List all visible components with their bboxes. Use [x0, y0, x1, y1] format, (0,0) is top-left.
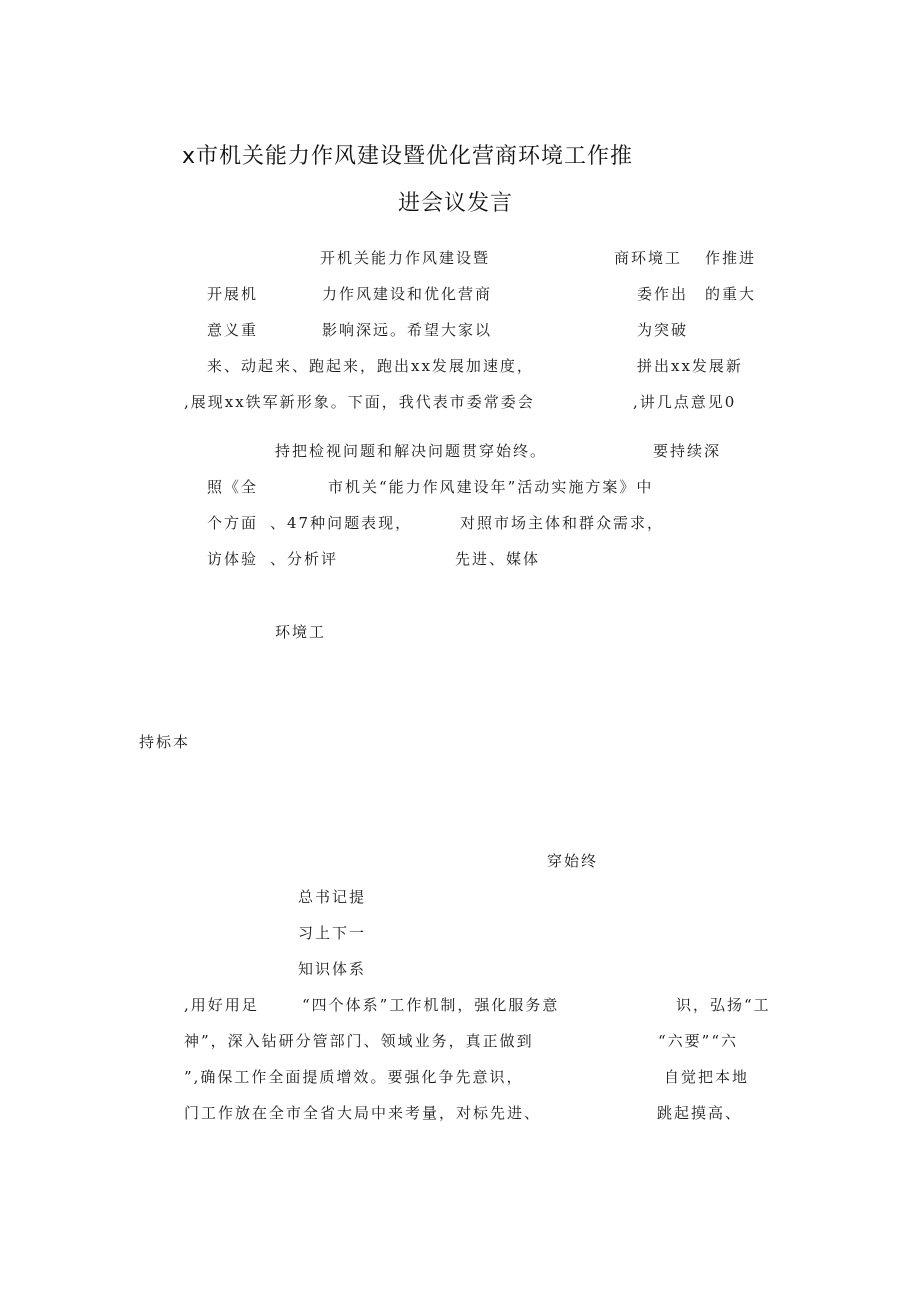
p4-line4-b: 跳起摸高、	[657, 1104, 743, 1122]
p1-line2-d: 的重大	[705, 285, 757, 303]
p2-line1-a: 持把检视问题和解决问题贯穿始终。	[275, 442, 548, 460]
document-title-line1: x市机关能力作风建设暨优化营商环境工作推	[182, 144, 634, 169]
p1-line1-c: 作推进	[705, 249, 757, 267]
p2-line4-c: 先进、媒体	[455, 550, 541, 568]
p1-line4-b: 拼出xx发展新	[637, 357, 743, 375]
fragment-env: 环境工	[275, 623, 327, 641]
p4-line2-a: 神”，深入钻研分管部门、领域业务，真正做到	[184, 1032, 534, 1050]
p1-line3-a: 意义重	[207, 321, 259, 339]
p1-line5-a: ,展现xx铁军新形象。下面，我代表市委常委会	[184, 393, 535, 411]
p2-line4-b: 、分析评	[270, 550, 339, 568]
p4-line4-a: 门工作放在全市全省大局中来考量，对标先进、	[184, 1104, 542, 1122]
p2-line4-a: 访体验	[207, 550, 259, 568]
p2-line3-a: 个方面	[207, 514, 259, 532]
p1-line3-c: 为突破	[637, 321, 689, 339]
p4-line3-b: 自觉把本地	[664, 1068, 750, 1086]
p4-line1-c: 识，弘扬“工	[676, 996, 771, 1014]
p2-line1-b: 要持续深	[653, 442, 722, 460]
p3-line2: 习上下一	[298, 924, 367, 942]
p3-line3: 知识体系	[298, 960, 367, 978]
fragment-standard: 持标本	[139, 733, 191, 751]
p2-line3-b: 、47种问题表现，	[270, 514, 413, 532]
p1-line4-a: 来、动起来、跑起来，跑出xx发展加速度，	[207, 357, 534, 375]
p4-line3-a: ”,确保工作全面提质增效。要强化争先意识，	[184, 1068, 524, 1086]
p1-line3-b: 影响深远。希望大家以	[322, 321, 493, 339]
document-title-line2: 进会议发言	[398, 191, 514, 216]
p2-line2-b: 市机关“能力作风建设年”活动实施方案》中	[328, 478, 654, 496]
p1-line5-b: ,讲几点意见0	[633, 393, 737, 411]
p2-line2-a: 照《全	[207, 478, 259, 496]
p1-line2-c: 委作出	[637, 285, 689, 303]
p4-line2-b: “六要”“六	[658, 1032, 739, 1050]
p4-line1-b: “四个体系”工作机制，强化服务意	[302, 996, 560, 1014]
p1-line2-a: 开展机	[207, 285, 259, 303]
p1-line1-a: 开机关能力作风建设暨	[320, 249, 491, 267]
p2-line3-c: 对照市场主体和群众需求，	[460, 514, 665, 532]
p3-line1: 总书记提	[298, 888, 367, 906]
p1-line2-b: 力作风建设和优化营商	[322, 285, 493, 303]
p1-line1-b: 商环境工	[614, 249, 683, 267]
fragment-end: 穿始终	[547, 852, 599, 870]
p4-line1-a: ,用好用足	[184, 996, 259, 1014]
